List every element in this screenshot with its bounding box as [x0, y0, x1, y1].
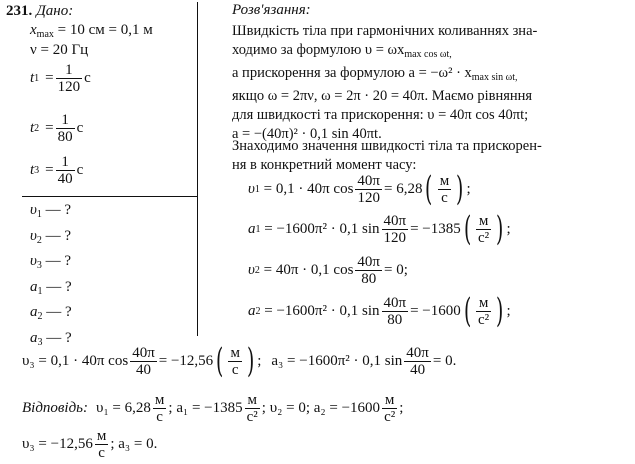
solution-label: Розв'язання:	[232, 2, 311, 18]
answer-line-1: Відповідь: υ₁ = 6,28 $\frac{м}{с}$ ; a₁ = −1385 $\frac{м}{\text{с²}}$ ; υ₂ = 0; a₂ = −1600 $\frac{м}{\text{с²}}$ ;	[22, 392, 404, 425]
unknown-a1: $a_1$ — ?	[30, 278, 72, 297]
unknown-v2: $\upsilon_2$ — ?	[30, 227, 72, 246]
given-t1: t 1 = $\frac{1}{120}$ с	[30, 62, 91, 95]
vertical-divider	[197, 2, 198, 336]
solution-paragraph-2: Знаходимо значення швидкості тіла та прискорен- ня в конкретний момент часу:	[232, 138, 542, 173]
given-nu: ν = 20 Гц	[30, 42, 89, 58]
eq-v3-a3: υ₃ = 0,1 · 40π cos $\frac{40\pi}{40}$ = −12,56 ( $\frac{м}{с}$ ) ; a₃ = −1600π² · 0,1 sin $\frac{40\pi}{40}$ = 0.	[22, 341, 457, 381]
given-t2: t 2 = $\frac{1}{80}$ с	[30, 112, 84, 145]
unknown-a3: $a_3$ — ?	[30, 329, 72, 348]
solution-paragraph-1: Швидкість тіла при гармонічних коливаннях зна- ходимо за формулою $\upsilon = \omega x_{max cos \omega t,}$ а прискорення за формулою $a = -\omega^2 \cdot x_{max sin \omega t,}$ якщо ω = 2πν, ω = 2π · 20 = 40π. Маємо рівняння для швидкості та прискорення: υ = 40π cos 40πt; a = −(40π)² · 0,1 sin 40πt.	[232, 23, 538, 142]
eq-a2: a 2 = −1600π² · 0,1 sin $\frac{40\pi}{80}$ = −1600 ( $\frac{м}{\text{с²}}$ ) ;	[248, 291, 511, 331]
eq-a1: a 1 = −1600π² · 0,1 sin $\frac{40\pi}{120}$ = −1385 ( $\frac{м}{\text{с²}}$ ) ;	[248, 209, 511, 249]
given-t3: t 3 = $\frac{1}{40}$ с	[30, 154, 84, 187]
eq-v2: υ 2 = 40π · 0,1 cos $\frac{40\pi}{80}$ = 0;	[248, 254, 408, 287]
eq-v1: υ 1 = 0,1 · 40π cos $\frac{40\pi}{120}$ = 6,28 ( $\frac{м}{с}$ ) ;	[248, 169, 471, 209]
unknown-a2: $a_2$ — ?	[30, 304, 72, 322]
problem-number: 231.	[6, 3, 33, 19]
given-divider	[22, 196, 197, 197]
unknowns-list	[30, 200, 72, 353]
given-label: Дано:	[36, 3, 74, 19]
problem-header	[6, 2, 73, 20]
unknown-v3: $\upsilon_3$ — ?	[30, 253, 72, 271]
answer-line-2: υ₃ = −12,56 $\frac{м}{с}$ ; a₃ = 0.	[22, 428, 158, 461]
given-xmax: $x_{max} = 10$ см = 0,1 м	[30, 22, 153, 40]
unknown-v1: $\upsilon_1$ — ?	[30, 202, 72, 220]
